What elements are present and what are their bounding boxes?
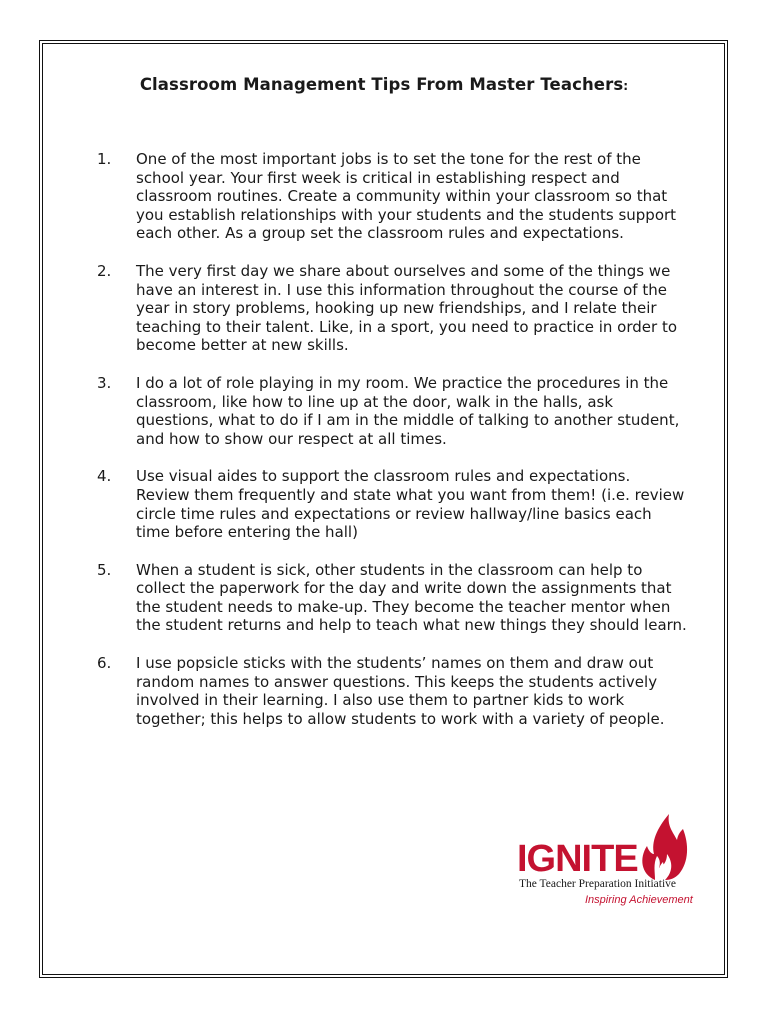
ignite-logo [517,812,697,912]
flame-icon [637,812,689,882]
document-title-colon: : [623,79,629,93]
list-item-text: The very first day we share about ourselves and some of the things we have an interest in. I use this information throughout the course of the year in story problems, hooking up new friendships, and I relate their teaching to their talent. Like, in a sport, you need to practice in order to become better at new skills. [136,261,677,355]
list-item-text: I use popsicle sticks with the students’ names on them and draw out random names to answer questions. This keeps the students actively involved in their learning. I also use them to partner kids to work together; this helps to allow students to work with a variety of people. [136,654,665,728]
logo-wordmark: IGNITE [517,838,638,880]
list-item-number: 3. [97,373,112,392]
list-item [97,561,687,635]
document-title-text: Classroom Management Tips From Master Teachers [139,75,624,94]
list-item [97,467,687,541]
list-item-text: When a student is sick, other students in the classroom can help to collect the paperwork for the day and write down the assignments that the student needs to make-up. They become the teacher mentor when the student returns and help to teach what new things they should learn. [136,560,687,635]
list-item [97,150,687,243]
list-item [97,262,687,355]
list-item-text: One of the most important jobs is to set the tone for the rest of the school year. Your first week is critical in establishing respect and classroom routines. Create a community within your classroom so that you establish relationships with your students and the students support each other. As a group set the classroom rules and expectations. [136,150,677,243]
document-title [0,75,768,94]
list-item-text: I do a lot of role playing in my room. We practice the procedures in the classroom, like how to line up at the door, walk in the halls, ask questions, what to do if I am in the middle of talking to another student, and how to show our respect at all times. [136,373,680,448]
logo-subtitle: The Teacher Preparation Initiative [519,878,677,890]
list-item-text: Use visual aides to support the classroom rules and expectations. Review them frequently and state what you want from them! (i.e. review circle time rules and expectations or review hallway/line basics each time before entering the hall) [136,467,685,542]
list-item-number: 1. [97,150,112,168]
list-item [97,654,687,728]
list-item [97,374,687,448]
list-item-number: 2. [97,261,112,280]
list-item-number: 5. [97,560,112,579]
tips-list [97,150,687,747]
list-item-number: 6. [97,654,112,673]
logo-tagline: Inspiring Achievement [585,894,693,906]
list-item-number: 4. [97,467,112,486]
